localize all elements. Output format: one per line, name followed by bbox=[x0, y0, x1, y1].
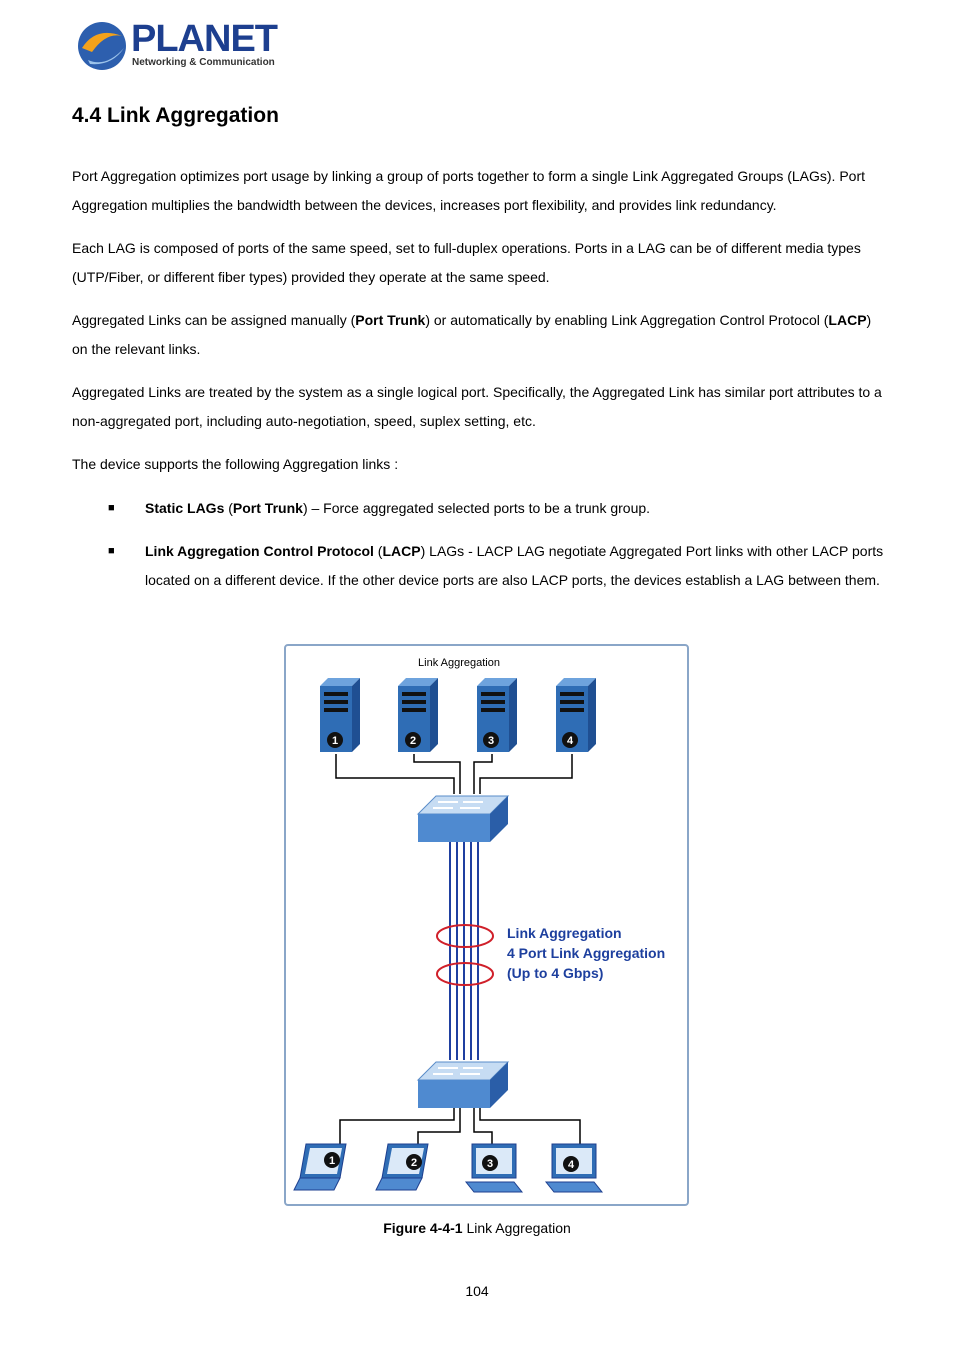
bullet-marker: ■ bbox=[108, 502, 115, 514]
paragraph-4: Aggregated Links are treated by the system as a single logical port. Specifically, the Aggregated Link has similar port attributes to a non-aggregated port, including auto-negotiation, speed, suplex setting, etc. bbox=[72, 384, 882, 429]
laptop-1 bbox=[294, 1144, 346, 1190]
client-number: 4 bbox=[567, 1159, 575, 1171]
paragraph-2: Each LAG is composed of ports of the same speed, set to full-duplex operations. Ports in a LAG can be of different media types (UTP/Fiber, or different fiber types) provided they operate at the same speed. bbox=[72, 240, 861, 285]
server-number: 2 bbox=[409, 735, 417, 747]
server-number: 1 bbox=[331, 735, 339, 747]
server-number: 4 bbox=[566, 735, 574, 747]
logo-tagline: Networking & Communication bbox=[132, 57, 275, 68]
planet-logo bbox=[76, 18, 276, 74]
note-line-1: Link Aggregation bbox=[507, 925, 622, 941]
note-line-2: 4 Port Link Aggregation bbox=[507, 945, 666, 961]
para3-bold-lacp: LACP bbox=[828, 312, 867, 328]
bullet1-bold2: Port Trunk bbox=[232, 500, 303, 516]
bullet1-text-b: ) – Force aggregated selected ports to be a trunk group. bbox=[302, 500, 651, 516]
note-line-3: (Up to 4 Gbps) bbox=[507, 965, 604, 981]
link-aggregation-diagram bbox=[284, 644, 689, 1206]
bullet2-text-a: ( bbox=[373, 543, 383, 559]
figure-title: Link Aggregation bbox=[418, 657, 500, 669]
para3-mid: ) or automatically by enabling Link Aggregation Control Protocol ( bbox=[425, 312, 829, 328]
figure-caption bbox=[0, 1220, 954, 1236]
paragraph-1: Port Aggregation optimizes port usage by linking a group of ports together to form a single Link Aggregated Groups (LAGs). Port Aggregation multiplies the bandwidth between the devices, increases port flexibility, and provides link redundancy. bbox=[72, 168, 865, 213]
caption-label: Figure 4-4-1 bbox=[383, 1220, 463, 1236]
para3-pre: Aggregated Links can be assigned manually ( bbox=[72, 312, 356, 328]
bottom-switch bbox=[418, 1062, 508, 1108]
page-number: 104 bbox=[465, 1283, 489, 1299]
bullet1-bold: Static LAGs bbox=[145, 500, 225, 516]
client-number: 2 bbox=[410, 1157, 418, 1169]
bullet2-bold: Link Aggregation Control Protocol bbox=[145, 543, 374, 559]
server-number: 3 bbox=[487, 735, 495, 747]
top-switch bbox=[418, 796, 508, 842]
para3-post: ) on the relevant links. bbox=[72, 312, 872, 357]
section-heading: 4.4 Link Aggregation bbox=[72, 104, 279, 127]
para3-bold-port-trunk: Port Trunk bbox=[355, 312, 426, 328]
bullet-item-lacp bbox=[145, 537, 885, 595]
logo-brand: PLANET bbox=[131, 18, 277, 60]
client-number: 3 bbox=[486, 1158, 494, 1170]
bullet1-text-a: ( bbox=[224, 500, 233, 516]
client-number: 1 bbox=[328, 1155, 336, 1167]
aggregated-links bbox=[450, 842, 478, 1060]
paragraph-5: The device supports the following Aggregation links : bbox=[72, 456, 399, 472]
bullet2-text-b: ) LAGs - LACP LAG negotiate Aggregated Port links with other LACP ports located on a different device. If the other device ports are also LACP ports, the devices establish a LAG between them. bbox=[145, 543, 884, 588]
paragraph-3 bbox=[72, 306, 887, 364]
bullet2-bold2: LACP bbox=[382, 543, 421, 559]
globe-icon bbox=[76, 18, 132, 74]
bullet-marker: ■ bbox=[108, 545, 115, 557]
bullet-item-static-lags bbox=[145, 494, 885, 523]
caption-text: Link Aggregation bbox=[462, 1220, 571, 1236]
